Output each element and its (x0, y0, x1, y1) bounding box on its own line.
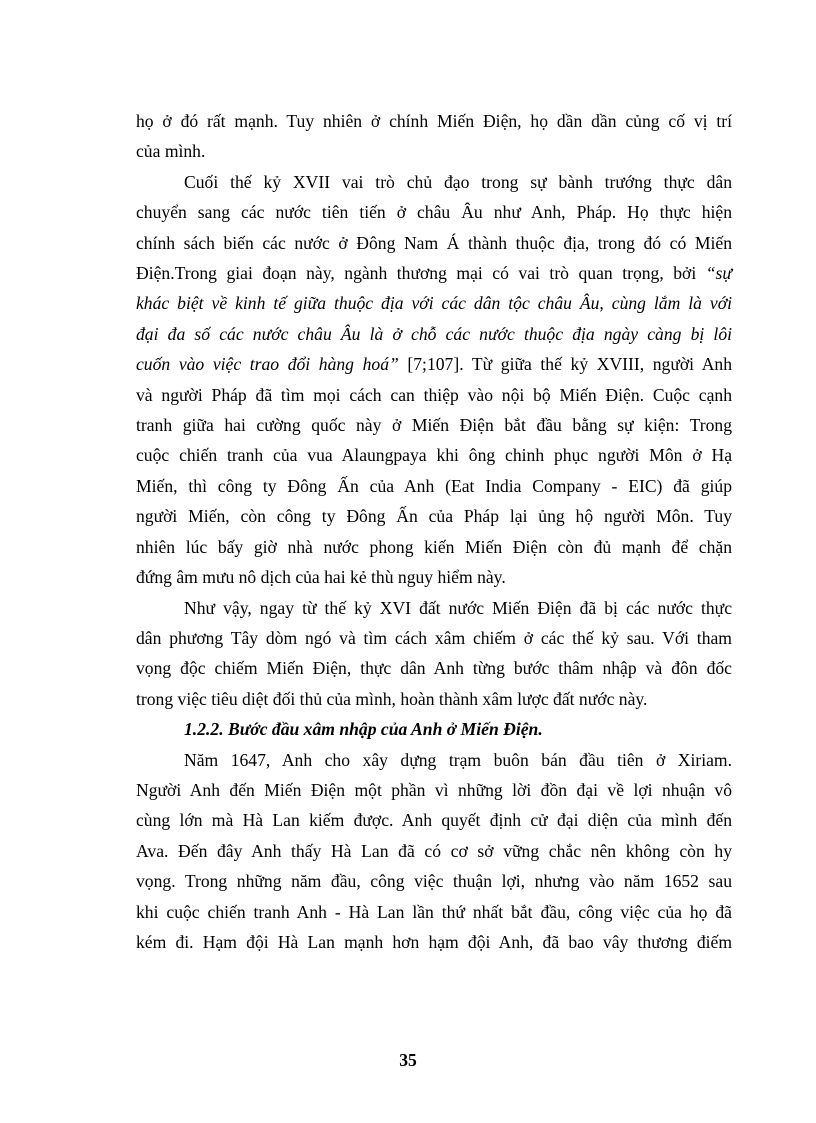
text-line: dân phương Tây dòm ngó và tìm cách xâm chiếm ở các thế kỷ sau. Với tham (136, 627, 732, 648)
paragraph-2 (136, 167, 732, 593)
text-line (136, 258, 732, 288)
citation-segment: [7;107]. Từ giữa thế kỷ XVIII, người Anh (398, 354, 733, 375)
document-body (136, 106, 732, 957)
paragraph-3 (136, 593, 732, 715)
text-line: cuộc chiến tranh của vua Alaungpaya khi ông chinh phục người Môn ở Hạ (136, 445, 732, 466)
paragraph-1 (136, 106, 732, 167)
text-line: người Miến, còn công ty Đông Ấn của Pháp lại ủng hộ người Môn. Tuy (136, 506, 732, 527)
text-line: kém đi. Hạm đội Hà Lan mạnh hơn hạm đội Anh, đã bao vây thương điếm (136, 931, 732, 952)
section-heading: 1.2.2. Bước đầu xâm nhập của Anh ở Miến Điện. (184, 719, 543, 740)
text-line: và người Pháp đã tìm mọi cách can thiệp vào nội bộ Miến Điện. Cuộc cạnh (136, 384, 732, 405)
text-line: trong việc tiêu diệt đối thủ của mình, hoàn thành xâm lược đất nước này. (136, 688, 648, 709)
text-line: Miến, thì công ty Đông Ấn của Anh (Eat India Company - EIC) đã giúp (136, 475, 732, 496)
text-segment: Điện.Trong giai đoạn này, ngành thương mại có vai trò quan trọng, bởi (136, 263, 706, 284)
text-line: nhiên lúc bấy giờ nhà nước phong kiến Miến Điện còn đủ mạnh để chặn (136, 536, 732, 557)
quote-segment: cuốn vào việc trao đổi hàng hoá” (136, 354, 399, 375)
text-line: vọng. Trong những năm đầu, công việc thuận lợi, nhưng vào năm 1652 sau (136, 871, 732, 892)
text-line: Ava. Đến đây Anh thấy Hà Lan đã có cơ sở vững chắc nên không còn hy (136, 840, 732, 861)
paragraph-4 (136, 745, 732, 958)
text-line: chuyển sang các nước tiên tiến ở châu Âu như Anh, Pháp. Họ thực hiện (136, 202, 732, 223)
text-line: đứng âm mưu nô dịch của hai kẻ thù nguy hiểm này. (136, 567, 506, 588)
text-line (136, 349, 732, 379)
quote-segment: “sự (705, 263, 732, 284)
text-line: Cuối thế kỷ XVII vai trò chủ đạo trong sự bành trướng thực dân (184, 171, 732, 192)
text-line: tranh giữa hai cường quốc này ở Miến Điện bắt đầu bằng sự kiện: Trong (136, 415, 732, 436)
quote-line: đại đa số các nước châu Âu là ở chỗ các nước thuộc địa ngày càng bị lôi (136, 323, 732, 344)
text-line: Như vậy, ngay từ thế kỷ XVI đất nước Miến Điện đã bị các nước thực (184, 597, 732, 618)
quote-line: khác biệt về kinh tế giữa thuộc địa với các dân tộc châu Âu, cùng lắm là với (136, 293, 732, 314)
text-line: Người Anh đến Miến Điện một phần vì những lời đồn đại về lợi nhuận vô (136, 779, 732, 800)
text-line: khi cuộc chiến tranh Anh - Hà Lan lần thứ nhất bắt đầu, công việc của họ đã (136, 901, 732, 922)
page-number: 35 (399, 1050, 417, 1070)
text-line: của mình. (136, 141, 206, 162)
text-line: cùng lớn mà Hà Lan kiếm được. Anh quyết định cử đại diện của mình đến (136, 810, 732, 831)
text-line: chính sách biến các nước ở Đông Nam Á thành thuộc địa, trong đó có Miến (136, 232, 732, 253)
text-line: Năm 1647, Anh cho xây dựng trạm buôn bán đầu tiên ở Xiriam. (184, 749, 732, 770)
text-line: vọng độc chiếm Miến Điện, thực dân Anh từng bước thâm nhập và đôn đốc (136, 658, 732, 679)
text-line: họ ở đó rất mạnh. Tuy nhiên ở chính Miến Điện, họ dần dần củng cố vị trí (136, 111, 732, 131)
